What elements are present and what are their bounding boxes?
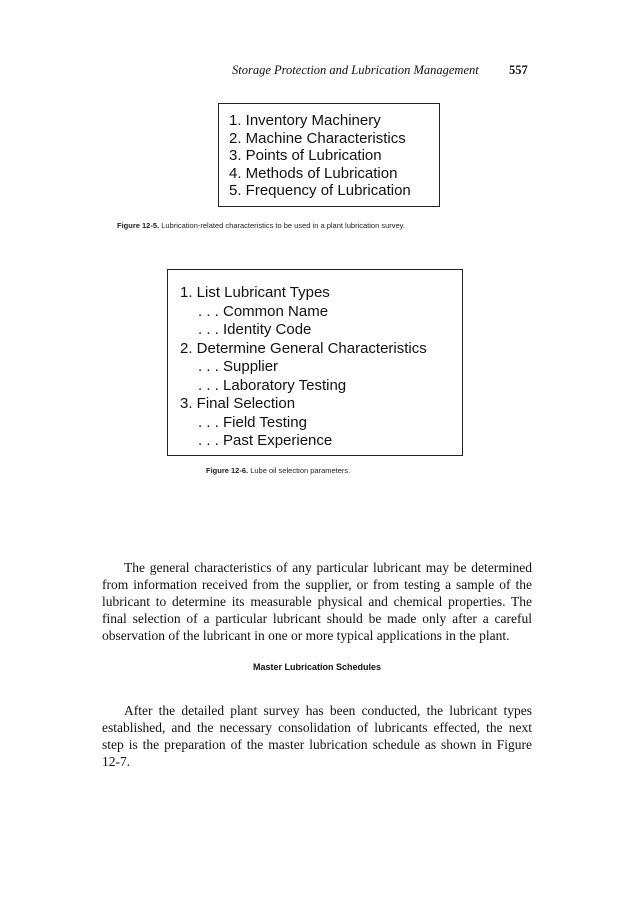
figure-12-5-item: 5. Frequency of Lubrication (229, 182, 411, 199)
figure-12-6-subitem: . . . Field Testing (198, 413, 307, 431)
figure-12-6-box (167, 269, 463, 456)
figure-12-6-subitem: . . . Past Experience (198, 432, 333, 449)
running-head (232, 63, 532, 78)
body-paragraph: After the detailed plant survey has been conducted, the lubricant types established, and the necessary consolidation of lubricants effected, the next step is the preparation of the master lubrication schedule as shown in Figure 12-7. (102, 702, 532, 769)
figure-12-5-item: 2. Machine Characteristics (229, 129, 406, 147)
figure-12-6-subitem: . . . Laboratory Testing (198, 376, 347, 394)
figure-12-5-item: 3. Points of Lubrication (229, 147, 382, 164)
figure-12-5-caption (117, 221, 405, 230)
page-number: 557 (509, 63, 528, 77)
figure-12-5-caption-text: Lubrication-related characteristics to be used in a plant lubrication survey. (161, 221, 405, 230)
figure-12-6-caption-label: Figure 12-6. (206, 466, 249, 475)
figure-12-6-item: 3. Final Selection (180, 395, 296, 412)
figure-12-6-caption-text: Lube oil selection parameters. (250, 466, 351, 475)
running-head-title: Storage Protection and Lubrication Management (232, 63, 479, 77)
figure-12-6-subitem: . . . Supplier (198, 358, 279, 375)
figure-12-6-subitem: . . . Identity Code (198, 321, 312, 338)
figure-12-5-box (218, 103, 440, 207)
figure-12-5-item: 4. Methods of Lubrication (229, 164, 398, 182)
figure-12-6-caption (206, 466, 350, 475)
figure-12-6-item: 1. List Lubricant Types (180, 284, 330, 301)
figure-12-5-caption-label: Figure 12-5. (117, 221, 160, 230)
figure-12-6-item: 2. Determine General Characteristics (180, 339, 427, 357)
figure-12-6-subitem: . . . Common Name (198, 302, 329, 320)
figure-12-5-item: 1. Inventory Machinery (229, 112, 381, 129)
section-heading: Master Lubrication Schedules (252, 662, 382, 672)
body-paragraph: The general characteristics of any particular lubricant may be determined from information received from the supplier, or from testing a sample of the lubricant to determine its measurable physical and chemical properties. The final selection of a particular lubricant should be made only after a careful observation of the lubricant in one or more typical applications in the plant. (102, 559, 532, 643)
